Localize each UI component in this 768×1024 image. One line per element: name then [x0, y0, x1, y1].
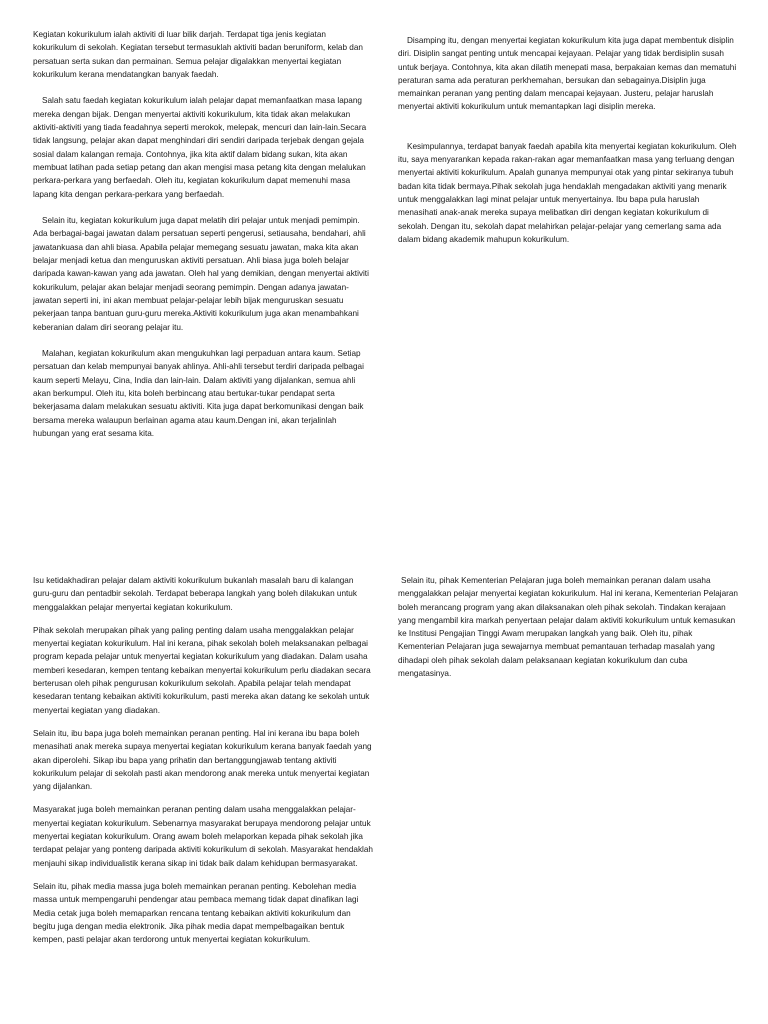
paragraph: Selain itu, ibu bapa juga boleh memainkan peranan penting. Hal ini kerana ibu bapa boleh menasihati anak mereka supaya menyertai kegiatan kokurikulum kerana banyak faedah yang akan diperolehi. Sikap ibu bapa yang prihatin dan bertanggungjawab tentang aktiviti kokurikulum pelajar di sekolah pasti akan mendorong anak mereka untuk menyertai kegiatan yang dijalankan. [33, 728, 372, 792]
paragraph: Disamping itu, dengan menyertai kegiatan kokurikulum kita juga dapat membentuk disiplin diri. Disiplin sangat penting untuk mencapai kejayaan. Pelajar yang tidak berdisiplin susah untuk berjaya. Contohnya, kita akan dilatih menepati masa, berpakaian kemas dan mematuhi peraturan sama ada peraturan perkhemahan, bersukan dan sebagainya.Disiplin juga memainkan peranan yang penting dalam mencapai kejayaan. Justeru, pelajar haruslah menyertai aktiviti kokurikulum untuk memantapkan lagi disiplin mereka. [398, 36, 737, 112]
paragraph: Malahan, kegiatan kokurikulum akan mengukuhkan lagi perpaduan antara kaum. Setiap persatuan dan kelab mempunyai banyak ahlinya. Ahli-ahli tersebut terdiri daripada pelbagai kaum seperti Melayu, Cina, India dan lain-lain. Dalam aktiviti yang dijalankan, semua ahli akan berkumpul. Oleh itu, kita boleh berbincang atau bertukar-tukar pendapat serta bekerjasama dalam melakukan sesuatu aktiviti. Kita juga dapat berkomunikasi dengan baik bersama mereka walaupun berlainan agama atau kaum.Dengan ini, akan terjalinlah hubungan yang erat sesama kita. [33, 349, 364, 438]
column-1 [33, 28, 371, 454]
paragraph: Masyarakat juga boleh memainkan peranan penting dalam usaha menggalakkan pelajar-menyertai kegiatan kokurikulum. Sebenarnya masyarakat berupaya mendorong pelajar untuk menyertai kegiatan kokurikulum. Orang awam boleh melaporkan kepada pihak sekolah jika terdapat pelajar yang ponteng daripada aktiviti kokurikulum di sekolah. Masyarakat hendaklah menjauhi sikap individualistik kerana sikap ini tidak baik dalam kehidupan bermasyarakat. [33, 805, 373, 868]
paragraph: Selain itu, pihak media massa juga boleh memainkan peranan penting. Kebolehan media massa untuk mempengaruhi pendengar atau pembaca memang tidak dapat dinafikan lagi Media cetak juga boleh memaparkan rencana tentang kebaikan aktiviti kokurikulum dan begitu juga dengan media elektronik. Jika pihak media dapat mempelbagaikan bentuk kempen, pasti pelajar akan terdorong untuk menyertai kegiatan kokurikulum. [33, 881, 359, 945]
column-4 [398, 574, 738, 694]
paragraph: Salah satu faedah kegiatan kokurikulum ialah pelajar dapat memanfaatkan masa lapang mereka dengan bijak. Dengan menyertai aktiviti kokurikulum, kita tidak akan melakukan aktiviti-aktiviti yang tiada feadahnya seperti merokok, melepak, mencuri dan lain-lain.Secara tidak langsung, pelajar akan dapat menghindari diri sendiri daripada terjebak dengan gejala sosial dalam kalangan remaja. Contohnya, jika kita aktif dalam bidang sukan, kita akan membuat latihan pada setiap petang dan akan mengisi masa petang kita dengan melalukan perkara-perkara yang berfaedah. Oleh itu, kegiatan kokurikulum dapat memenuhi masa lapang kita dengan perkara-perkara yang berfaedah. [33, 96, 367, 199]
paragraph: Pihak sekolah merupakan pihak yang paling penting dalam usaha menggalakkan pelajar menyertai kegiatan kokurikulum. Hal ini kerana, pihak sekolah boleh melaksanakan pelbagai program kepada pelajar untuk menyertai kegiatan kokurikulum yang diadakan. Dalam usaha memberi kesedaran, kempen tentang kebaikan menyertai kokurikulum perlu diadakan secara berterusan oleh pihak pengurusan kokurikulum sekolah. Apabila pelajar telah mendapat kesedaran tentang kebaikan aktiviti kokurikulum, pasti mereka akan datang ke sekolah untuk menyertai kegiatan yang diadakan. [33, 625, 371, 715]
paragraph: Selain itu, kegiatan kokurikulum juga dapat melatih diri pelajar untuk menjadi pemimpin. Ada berbagai-bagai jawatan dalam persatuan seperti pengerusi, setiausaha, bendahari, ahli jawatankuasa dan ahli biasa. Apabila pelajar memegang sesuatu jawatan, maka kita akan belajar menjadi ketua dan menguruskan aktiviti persatuan. Ahli biasa juga boleh belajar daripada kawan-kawan yang ada jawatan. Oleh hal yang demikian, dengan menyertai aktiviti kokurikulum, pelajar akan belajar menjadi seorang pemimpin. Dengan adanya jawatan-jawatan seperti ini, ini akan membuat pelajar-pelajar lebih bijak menguruskan sesuatu pekerjaan tanpa bantuan guru-guru mereka.Aktiviti kokurikulum juga akan menambahkani keberanian dalam diri seorang pelajar itu. [33, 216, 369, 332]
column-2 [398, 34, 738, 259]
paragraph: Kesimpulannya, terdapat banyak faedah apabila kita menyertai kegiatan kokurikulum. Oleh itu, saya menyarankan kepada rakan-rakan agar memanfaatkan masa yang terluang dengan menyertai aktiviti kokurikulum. Apalah gunanya mempunyai otak yang pintar sekiranya tubuh badan kita tidak bermaya.Pihak sekolah juga hendaklah mengadakan aktiviti yang menarik untuk menggalakkan lagi minat pelajar untuk menyertainya. Ibu bapa pula haruslah menasihati anak-anak mereka supaya melibatkan diri dengan kegiatan kokurikulum di sekolah. Dengan itu, sekolah dapat melahirkan pelajar-pelajar yang cemerlang sama ada dalam bidang akademik mahupun kokurikulum. [398, 141, 737, 244]
column-3 [33, 574, 373, 956]
paragraph: Isu ketidakhadiran pelajar dalam aktiviti kokurikulum bukanlah masalah baru di kalangan guru-guru dan pentadbir sekolah. Terdapat beberapa langkah yang boleh dilakukan untuk menggalakkan pelajar menyertai kegiatan kokurikulum. [33, 576, 357, 612]
paragraph: Kegiatan kokurikulum ialah aktiviti di luar bilik darjah. Terdapat tiga jenis kegiatan kokurikulum di sekolah. Kegiatan tersebut termasuklah aktiviti badan beruniform, kelab dan persatuan serta sukan dan permainan. Semua pelajar digalakkan menyertai kegiatan kokurikulum kerana mendatangkan banyak faedah. [33, 30, 363, 79]
paragraph: Selain itu, pihak Kementerian Pelajaran juga boleh memainkan peranan dalam usaha menggalakkan pelajar menyertai kegiatan kokurikulum. Hal ini kerana, Kementerian Pelajaran boleh merancang program yang akan dilaksanakan oleh pihak sekolah. Tindakan kerajaan yang mengambil kira markah penyertaan pelajar dalam aktiviti kokurikulum untuk kemasukan ke Institusi Pengajian Tinggi Awam merupakan langkah yang baik. Oleh itu, pihak Kementerian Pelajaran juga sewajarnya membuat pemantauan terhadap masalah yang dihadapi oleh pihak sekolah dalam pelaksanaan kegiatan kokurikulum dan cuba mengatasinya. [398, 576, 738, 679]
